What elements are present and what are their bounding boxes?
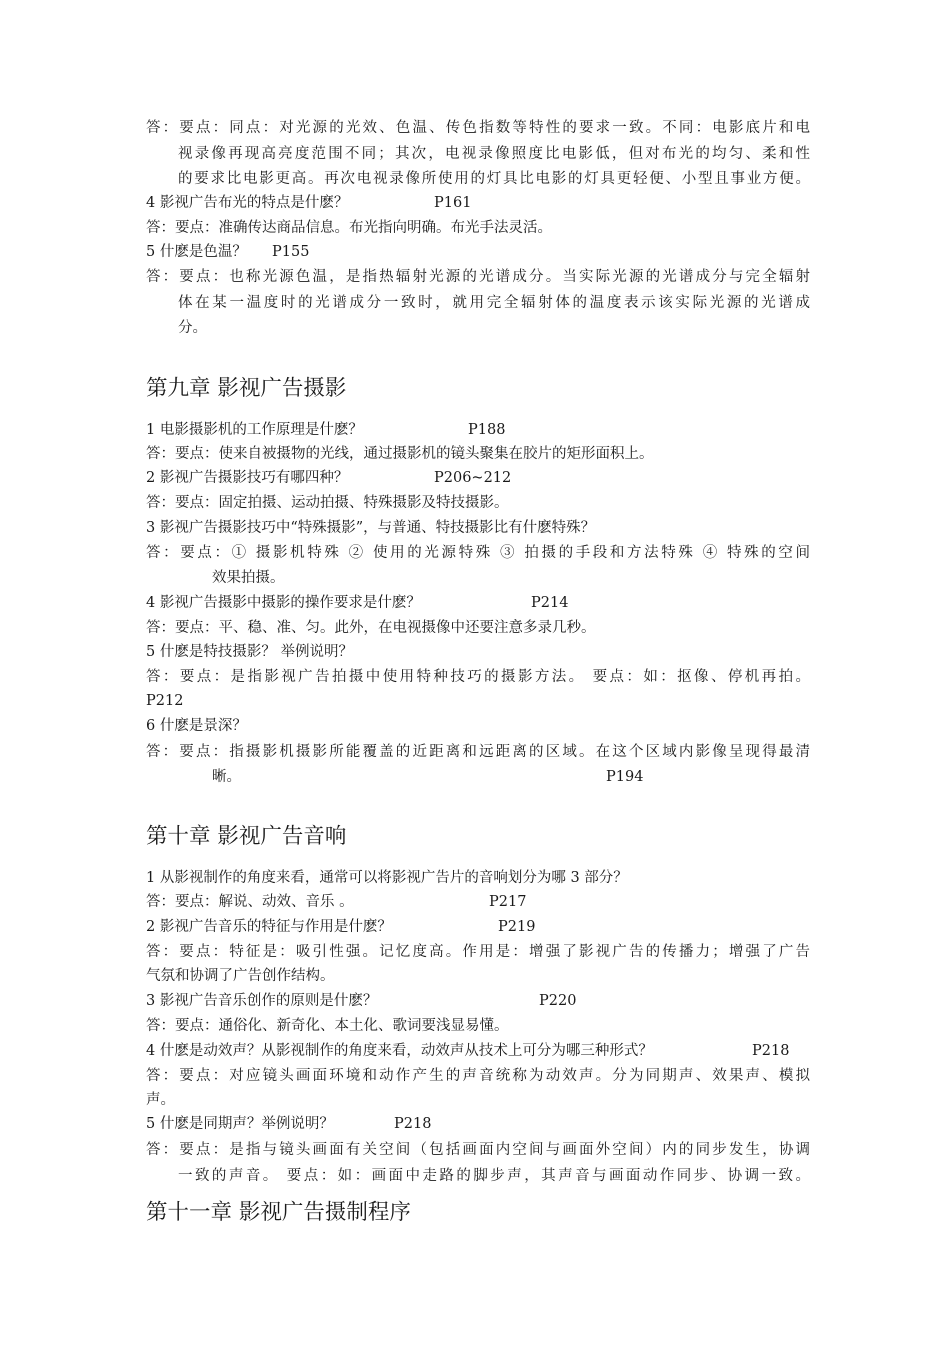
question-text: 2 影视广告摄影技巧有哪四种？ xyxy=(146,470,349,486)
answer-line xyxy=(212,767,810,787)
answer-line: 答：要点：① 摄影机特殊 ② 使用的光源特殊 ③ 拍摄的手段和方法特殊 ④ 特殊的空间 xyxy=(146,545,810,561)
question-line: 5 什麽是特技摄影？ 举例说明？ xyxy=(146,644,353,660)
answer-line: 答：要点：使来自被摄物的光线，通过摄影机的镜头聚集在胶片的矩形面积上。 xyxy=(146,446,654,462)
question-line xyxy=(146,991,810,1011)
question-text: 2 影视广告音乐的特征与作用是什麽？ xyxy=(146,919,392,935)
page-reference: P218 xyxy=(394,1116,432,1132)
question-text: 1 电影摄影机的工作原理是什麽？ xyxy=(146,422,363,438)
answer-line: 分。 xyxy=(178,320,207,336)
question-text: 5 什麽是色温？ xyxy=(146,244,247,260)
question-text: 4 影视广告布光的特点是什麽？ xyxy=(146,195,349,211)
answer-line: 答：要点：通俗化、新奇化、本土化、歌词要浅显易懂。 xyxy=(146,1018,509,1034)
page-reference: P188 xyxy=(468,422,506,438)
answer-line: 答：要点：是指与镜头画面有关空间（包括画面内空间与画面外空间）内的同步发生，协调 xyxy=(146,1142,810,1158)
question-line xyxy=(146,1114,810,1134)
answer-line: 答：要点：准确传达商品信息。布光指向明确。布光手法灵活。 xyxy=(146,220,552,236)
page-reference: P219 xyxy=(498,919,536,935)
answer-line: 答：要点：对应镜头画面环境和动作产生的声音统称为动效声。分为同期声、效果声、模拟 xyxy=(146,1068,810,1084)
question-text: 4 影视广告摄影中摄影的操作要求是什麽？ xyxy=(146,595,421,611)
question-line xyxy=(146,420,810,440)
answer-line: 的要求比电影更高。再次电视录像所使用的灯具比电影的灯具更轻便、小型且事业方便。 xyxy=(178,171,810,187)
question-line xyxy=(146,593,810,613)
answer-line: 气氛和协调了广告创作结构。 xyxy=(146,968,335,984)
answer-line: 视录像再现高亮度范围不同；其次，电视录像照度比电影低，但对布光的均匀、柔和性 xyxy=(178,146,810,162)
answer-line: 答：要点：特征是：吸引性强。记忆度高。作用是：增强了影视广告的传播力；增强了广告 xyxy=(146,944,810,960)
question-line: 6 什麽是景深？ xyxy=(146,718,247,734)
question-line xyxy=(146,468,810,488)
answer-line: 答：要点：平、稳、准、匀。此外，在电视摄像中还要注意多录几秒。 xyxy=(146,620,596,636)
question-line xyxy=(146,193,810,213)
question-line xyxy=(146,1041,810,1061)
answer-text: 答：要点：解说、动效、音乐 。 xyxy=(146,894,354,910)
page-reference: P217 xyxy=(489,894,527,910)
answer-line: 声。 xyxy=(146,1092,175,1108)
page-reference: P214 xyxy=(531,595,569,611)
answer-line: 答：要点：固定拍摄、运动拍摄、特殊摄影及特技摄影。 xyxy=(146,495,509,511)
answer-line: 答：要点：同点：对光源的光效、色温、传色指数等特性的要求一致。不同：电影底片和电 xyxy=(146,120,810,136)
page-reference: P161 xyxy=(434,195,472,211)
question-text: 4 什麽是动效声？从影视制作的角度来看，动效声从技术上可分为哪三种形式？ xyxy=(146,1043,653,1059)
page-reference: P194 xyxy=(606,769,644,785)
answer-line: 一致的声音。 要点：如：画面中走路的脚步声，其声音与画面动作同步、协调一致。 xyxy=(178,1168,810,1184)
answer-line xyxy=(146,892,810,912)
answer-line: 效果拍摄。 xyxy=(212,570,285,586)
question-line: 1 从影视制作的角度来看，通常可以将影视广告片的音响划分为哪 3 部分？ xyxy=(146,870,628,886)
chapter-heading: 第九章 影视广告摄影 xyxy=(146,376,347,401)
chapter-heading: 第十一章 影视广告摄制程序 xyxy=(146,1200,411,1225)
page-reference: P220 xyxy=(539,993,577,1009)
answer-line: 答：要点：指摄影机摄影所能覆盖的近距离和远距离的区域。在这个区域内影像呈现得最清 xyxy=(146,744,810,760)
question-text: 3 影视广告音乐创作的原则是什麽？ xyxy=(146,993,378,1009)
chapter-heading: 第十章 影视广告音响 xyxy=(146,824,347,849)
question-line xyxy=(146,242,810,262)
answer-line: 体在某一温度时的光谱成分一致时，就用完全辐射体的温度表示该实际光源的光谱成 xyxy=(178,295,810,311)
page-reference: P206~212 xyxy=(434,470,512,486)
page-reference: P218 xyxy=(752,1043,790,1059)
answer-line: P212 xyxy=(146,693,184,709)
question-line: 3 影视广告摄影技巧中“特殊摄影”，与普通、特技摄影比有什麽特殊？ xyxy=(146,520,596,536)
answer-line: 答：要点：是指影视广告拍摄中使用特种技巧的摄影方法。 要点：如：抠像、停机再拍。 xyxy=(146,669,810,685)
answer-text: 晰。 xyxy=(212,769,241,785)
question-text: 5 什麽是同期声？举例说明？ xyxy=(146,1116,334,1132)
page-reference: P155 xyxy=(272,244,310,260)
question-line xyxy=(146,917,810,937)
answer-line: 答：要点：也称光源色温，是指热辐射光源的光谱成分。当实际光源的光谱成分与完全辐射 xyxy=(146,269,810,285)
